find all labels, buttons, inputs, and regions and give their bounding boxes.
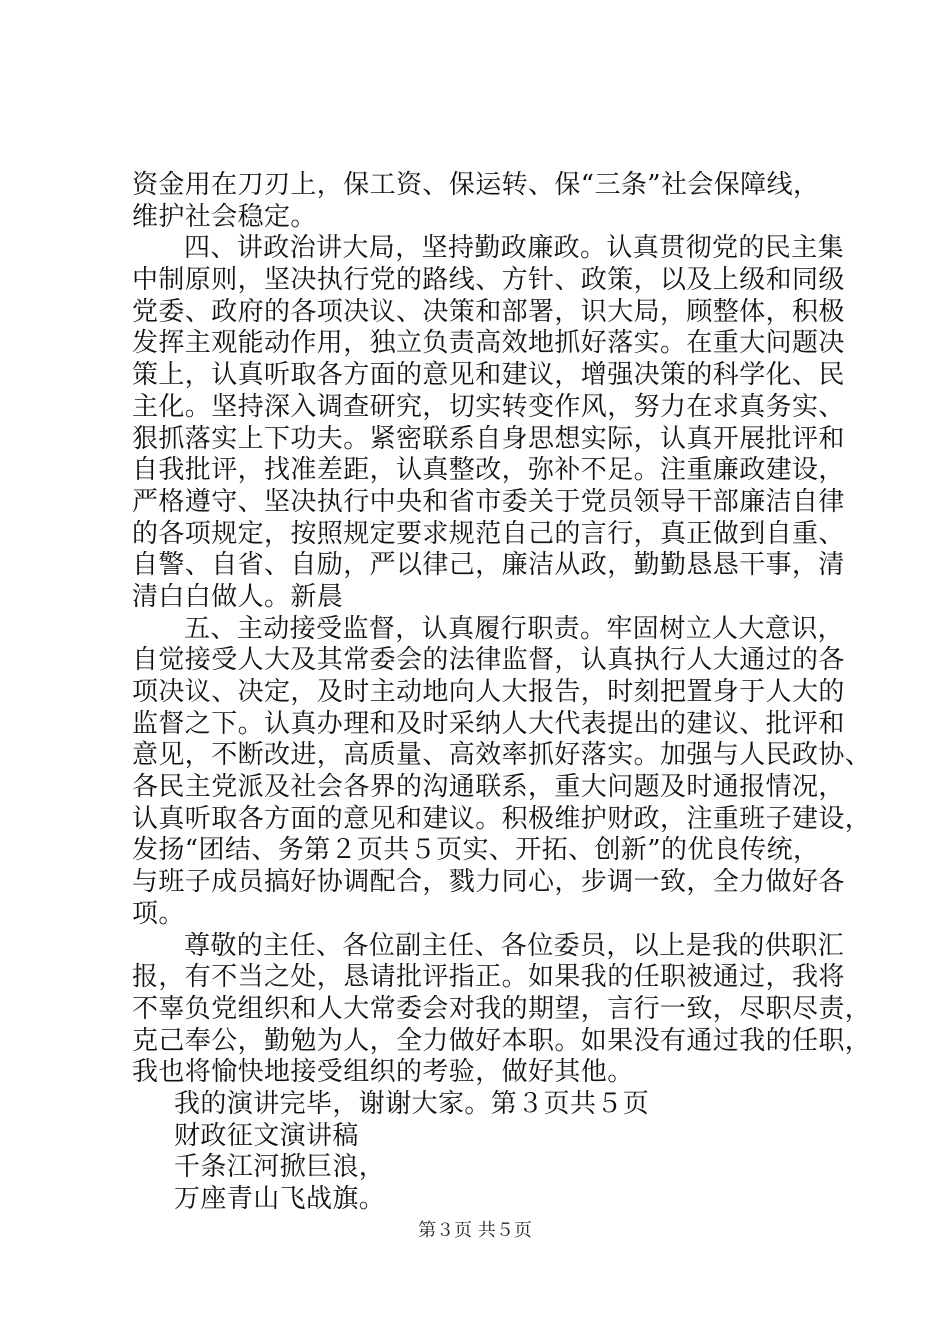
text-line: 报，有不当之处，恳请批评指正。如果我的任职被通过，我将: [132, 962, 845, 993]
text-line: 维护社会稳定。: [132, 201, 317, 232]
text-line: 清白白做人。新晨: [132, 581, 344, 612]
closing-line: 我的演讲完毕，谢谢大家。第３页共５页: [174, 1088, 650, 1119]
text-line: 自警、自省、自励，严以律己，廉洁从政，勤勤恳恳干事，清: [132, 550, 845, 581]
document-body: [132, 170, 872, 1216]
paragraph: [132, 613, 872, 931]
text-line: 中制原则，坚决执行党的路线、方针、政策，以及上级和同级: [132, 265, 845, 296]
text-line: 认真听取各方面的意见和建议。积极维护财政，注重班子建设，: [132, 803, 872, 834]
section-title: 财政征文演讲稿: [174, 1120, 359, 1151]
text-line: 各民主党派及社会各界的沟通联系，重大问题及时通报情况，: [132, 772, 845, 803]
text-line: 监督之下。认真办理和及时采纳人大代表提出的建议、批评和: [132, 708, 845, 739]
paragraph: [132, 170, 852, 233]
text-line: 严格遵守、坚决执行中央和省市委关于党员领导干部廉洁自律: [132, 486, 845, 517]
text-line: 发扬“团结、务第２页共５页实、开拓、创新”的优良传统，: [132, 835, 820, 866]
text-line: 发挥主观能动作用，独立负责高效地抓好落实。在重大问题决: [132, 328, 845, 359]
text-line: 与班子成员搞好协调配合，戮力同心，步调一致，全力做好各: [132, 867, 845, 898]
text-line: 策上，认真听取各方面的意见和建议，增强决策的科学化、民: [132, 360, 845, 391]
text-line: 不辜负党组织和人大常委会对我的期望，言行一致，尽职尽责，: [132, 993, 872, 1024]
text-line: 资金用在刀刃上，保工资、保运转、保“三条”社会保障线，: [132, 170, 820, 200]
text-line: 项决议、决定，及时主动地向人大报告，时刻把置身于人大的: [132, 677, 845, 707]
text-line: 四、讲政治讲大局，坚持勤政廉政。认真贯彻党的民主集: [184, 233, 845, 264]
text-line: 主化。坚持深入调查研究，切实转变作风，努力在求真务实、: [132, 391, 845, 422]
text-line: 党委、政府的各项决议、决策和部署，识大局，顾整体，积极: [132, 296, 845, 327]
text-line: 的各项规定，按照规定要求规范自己的言行，真正做到自重、: [132, 518, 845, 549]
paragraph: [132, 930, 872, 1089]
verse-line: 千条江河掀巨浪，: [174, 1152, 386, 1183]
text-line: 意见，不断改进，高质量、高效率抓好落实。加强与人民政协、: [132, 740, 872, 771]
text-line: 自觉接受人大及其常委会的法律监督，认真执行人大通过的各: [132, 645, 845, 676]
text-line: 克己奉公，勤勉为人，全力做好本职。如果没有通过我的任职，: [132, 1025, 872, 1056]
text-line: 我也将愉快地接受组织的考验，做好其他。: [132, 1057, 634, 1088]
text-line: 狠抓落实上下功夫。紧密联系自身思想实际，认真开展批评和: [132, 423, 845, 454]
paragraph: [132, 233, 852, 613]
verse-line: 万座青山飞战旗。: [174, 1184, 386, 1214]
text-line: 项。: [132, 898, 185, 929]
text-line: 五、主动接受监督，认真履行职责。牢固树立人大意识，: [184, 613, 845, 644]
page-footer: 第３页 共５页: [418, 1220, 532, 1241]
text-line: 自我批评，找准差距，认真整改，弥补不足。注重廉政建设，: [132, 455, 845, 486]
text-line: 尊敬的主任、各位副主任、各位委员，以上是我的供职汇: [184, 930, 845, 961]
